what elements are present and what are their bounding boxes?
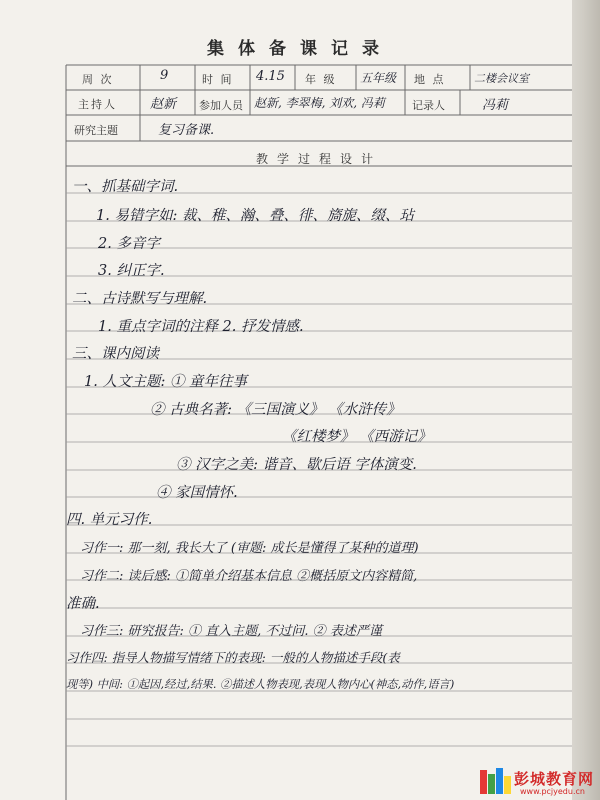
body-line: 三、课内阅读 bbox=[72, 346, 159, 362]
body-line: ③ 汉字之美: 谐音、歇后语 字体演变. bbox=[176, 457, 417, 473]
body-line: 2. 多音字 bbox=[98, 236, 160, 252]
body-line: 二、古诗默写与理解. bbox=[72, 291, 208, 307]
place-label: 地 点 bbox=[414, 73, 446, 86]
week-label: 周 次 bbox=[82, 73, 114, 86]
body-line: 准确. bbox=[66, 596, 100, 612]
body-line: 一、抓基础字词. bbox=[72, 179, 179, 195]
body-line: 3. 纠正字. bbox=[98, 263, 165, 279]
host-value: 赵新 bbox=[150, 97, 177, 112]
body-line: ④ 家国情怀. bbox=[156, 485, 238, 501]
watermark-url: www.pcjyedu.cn bbox=[520, 787, 585, 796]
time-value: 4.15 bbox=[256, 69, 285, 84]
body-line: 习作一: 那一刻, 我长大了 (审题: 成长是懂得了某种的道理) bbox=[80, 541, 419, 556]
body-line: ② 古典名著: 《三国演义》 《水浒传》 bbox=[150, 402, 401, 418]
grade-value: 五年级 bbox=[360, 71, 397, 85]
time-label: 时 间 bbox=[202, 73, 234, 86]
recorder-value: 冯莉 bbox=[482, 98, 509, 113]
body-line: 1. 人文主题: ① 童年往事 bbox=[84, 374, 248, 390]
body-line: 习作二: 读后感: ①简单介绍基本信息 ②概括原文内容精简, bbox=[80, 569, 418, 584]
body-line: 1. 重点字词的注释 2. 抒发情感. bbox=[98, 319, 304, 335]
section-header: 教学过程设计 bbox=[255, 152, 382, 166]
host-label: 主持人 bbox=[78, 98, 117, 111]
participants-value: 赵新, 李翠梅, 刘欢, 冯莉 bbox=[254, 96, 385, 110]
body-line: 现等) 中间: ①起因,经过,结果. ②描述人物表现,表现人物内心(神态,动作,语言) bbox=[66, 678, 455, 691]
recorder-label: 记录人 bbox=[412, 99, 445, 112]
body-line: 四. 单元习作. bbox=[66, 512, 153, 528]
place-value: 二楼会议室 bbox=[474, 72, 529, 85]
body-line: 习作四: 指导人物描写情绪下的表现: 一般的人物描述手段(表 bbox=[66, 650, 400, 665]
topic-value: 复习备课. bbox=[158, 123, 215, 138]
grade-label: 年 级 bbox=[305, 73, 337, 86]
week-value: 9 bbox=[160, 68, 169, 83]
body-line: 习作三: 研究报告: ① 直入主题, 不过问. ② 表述严谨 bbox=[80, 624, 382, 639]
topic-label: 研究主题 bbox=[74, 124, 118, 137]
document-title: 集体备课记录 bbox=[207, 39, 393, 59]
participants-label: 参加人员 bbox=[199, 99, 243, 112]
watermark-name: 彭城教育网 bbox=[514, 770, 595, 788]
body-line: 1. 易错字如: 裁、稚、瀚、叠、徘、旖旎、缀、玷 bbox=[96, 208, 414, 224]
body-line: 《红楼梦》 《西游记》 bbox=[282, 429, 432, 445]
